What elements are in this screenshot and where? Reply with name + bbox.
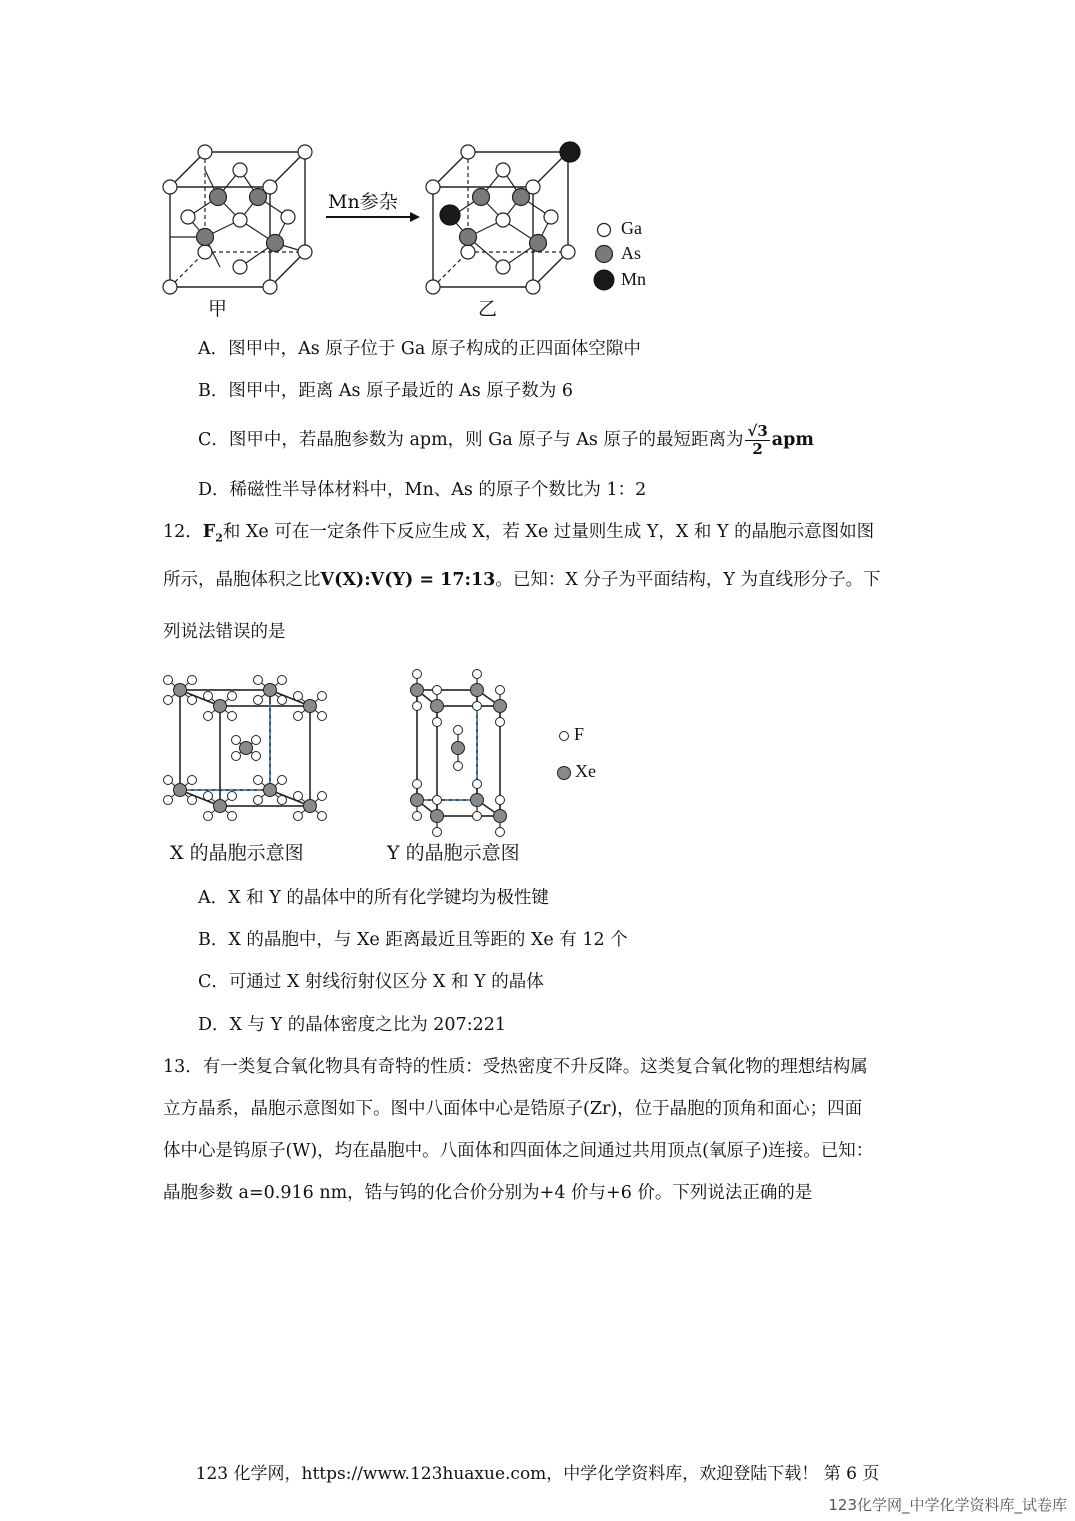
gaas-cell-yi-diagram: [423, 140, 583, 300]
q11-option-c-unit: apm: [771, 430, 814, 450]
q13-line-4: 晶胞参数 a=0.916 nm，锆与钨的化合价分别为+4 价与+6 价。下列说法正确的是: [163, 1183, 813, 1203]
q12-option-b: B．X 的晶胞中，与 Xe 距离最近且等距的 Xe 有 12 个: [198, 930, 628, 950]
legend-as-label: As: [621, 243, 642, 263]
caption-x-cell: X 的晶胞示意图: [170, 842, 304, 864]
doping-arrow: [326, 210, 421, 224]
legend-xe-symbol: [555, 764, 573, 782]
q13-line-1: 13．有一类复合氧化物具有奇特的性质：受热密度不升反降。这类复合氧化物的理想结构属: [163, 1057, 868, 1077]
legend-ga-symbol: [596, 222, 612, 238]
legend-f-label: F: [574, 724, 585, 744]
gaas-cell-jia-diagram: [160, 140, 320, 300]
q11-option-c: [198, 420, 814, 460]
q12-line-2: 所示，晶胞体积之比V(X):V(Y) = 17:13。已知：X 分子为平面结构，Y 为直线形分子。下: [163, 570, 881, 590]
f2-formula: $F_2$: [202, 522, 223, 545]
q13-line-3: 体中心是钨原子(W)，均在晶胞中。八面体和四面体之间通过共用顶点(氧原子)连接。已知：: [163, 1141, 874, 1161]
q13-line-2: 立方晶系，晶胞示意图如下。图中八面体中心是锆原子(Zr)，位于晶胞的顶角和面心；四面: [163, 1099, 863, 1119]
q11-option-a: A．图甲中，As 原子位于 Ga 原子构成的正四面体空隙中: [198, 339, 641, 359]
figure-label-yi: 乙: [478, 298, 498, 320]
legend-f-symbol: [557, 729, 571, 743]
legend-mn-symbol: [593, 269, 615, 291]
q12-line-3: 列说法错误的是: [163, 622, 286, 642]
q11-option-d: D．稀磁性半导体材料中，Mn、As 的原子个数比为 1：2: [198, 480, 647, 500]
watermark: 123化学网_中学化学资料库_试卷库: [828, 1496, 1067, 1514]
legend-ga-label: Ga: [621, 218, 642, 238]
q11-option-c-text: C．图甲中，若晶胞参数为 apm，则 Ga 原子与 As 原子的最短距离为: [198, 430, 744, 450]
legend-mn-label: Mn: [621, 269, 647, 289]
q11-option-b: B．图甲中，距离 As 原子最近的 As 原子数为 6: [198, 381, 574, 401]
figure-label-jia: 甲: [208, 298, 228, 320]
volume-ratio: V(X):V(Y) = 17:13: [320, 570, 496, 590]
page-footer: 123 化学网，https://www.123huaxue.com，中学化学资料库，欢迎登陆下载！ 第 6 页: [195, 1464, 880, 1484]
q12-number: 12．: [163, 522, 203, 542]
arrow-label: Mn参杂: [328, 191, 398, 213]
sqrt3-over-2-fraction: $\frac{√3}{2}$: [747, 422, 768, 458]
y-unit-cell-diagram: [400, 664, 520, 836]
legend-as-symbol: [594, 244, 614, 264]
x-unit-cell-diagram: [160, 668, 330, 833]
legend-xe-label: Xe: [575, 761, 596, 781]
q12-option-a: A．X 和 Y 的晶体中的所有化学键均为极性键: [198, 888, 549, 908]
q12-line-1: [163, 520, 874, 551]
q12-option-c: C．可通过 X 射线衍射仪区分 X 和 Y 的晶体: [198, 972, 544, 992]
q12-option-d: D．X 与 Y 的晶体密度之比为 207:221: [198, 1015, 506, 1035]
caption-y-cell: Y 的晶胞示意图: [387, 842, 520, 864]
q12-line-1-text: 和 Xe 可在一定条件下反应生成 X，若 Xe 过量则生成 Y，X 和 Y 的晶胞示意图如图: [222, 522, 875, 542]
